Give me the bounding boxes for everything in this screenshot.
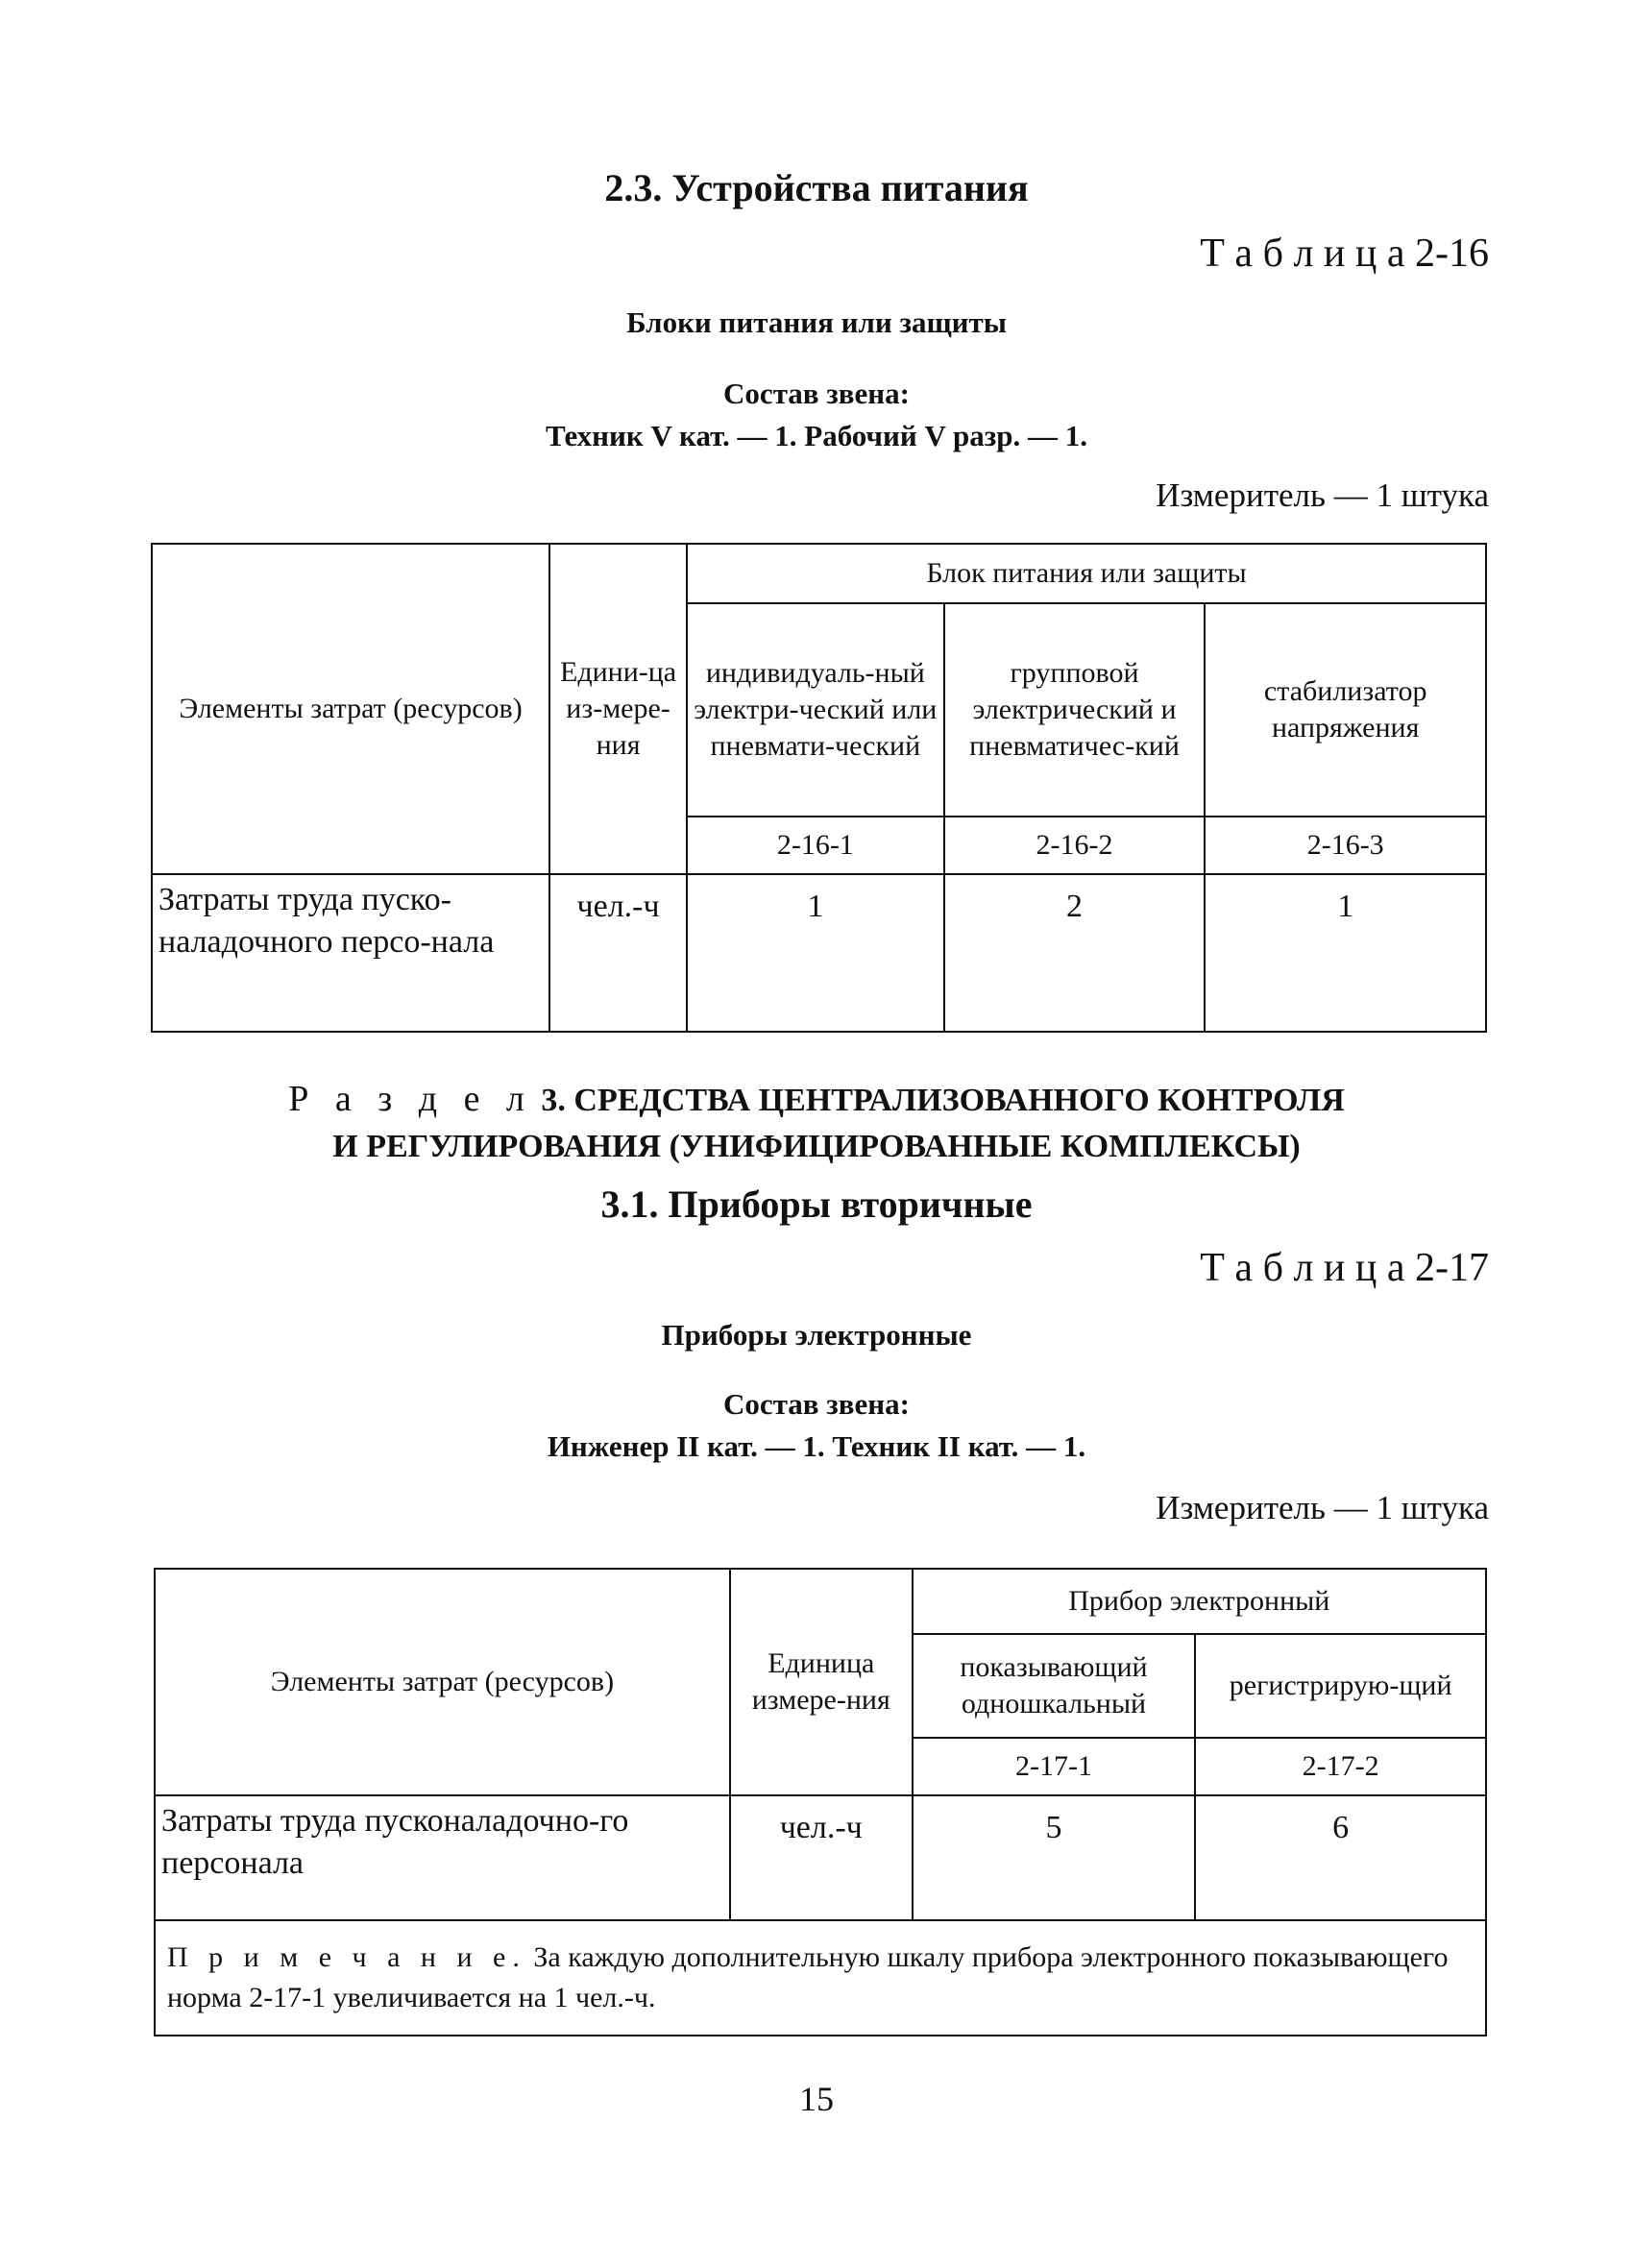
crew-heading: Состав звена: — [723, 1387, 910, 1421]
crew-composition — [0, 1383, 1633, 1468]
row-value: 5 — [913, 1795, 1196, 1920]
column-code: 2-16-3 — [1205, 817, 1486, 874]
column-header: групповой электрический и пневматичес-кий — [944, 603, 1206, 817]
norms-table-2-16 — [151, 543, 1487, 1033]
subsection-title: 3.1. Приборы вторичные — [600, 1183, 1033, 1226]
column-header: показывающий одношкальный — [913, 1634, 1196, 1738]
column-code: 2-16-1 — [687, 817, 944, 874]
section-title-line2: И РЕГУЛИРОВАНИЯ (УНИФИЦИРОВАННЫЕ КОМПЛЕКСЫ) — [332, 1129, 1301, 1164]
column-header: регистрирую-щий — [1195, 1634, 1486, 1738]
group-header: Прибор электронный — [913, 1569, 1486, 1634]
section-3-header — [0, 1076, 1633, 1170]
row-unit: чел.-ч — [549, 874, 687, 1032]
section-title-line1: 3. СРЕДСТВА ЦЕНТРАЛИЗОВАННОГО КОНТРОЛЯ — [541, 1083, 1345, 1118]
meter-unit: Измеритель — 1 штука — [1156, 1489, 1489, 1526]
row-label: Затраты труда пусконаладочно-го персонала — [155, 1795, 730, 1920]
norms-table-2-17 — [154, 1568, 1487, 2036]
page-number: 15 — [799, 2080, 834, 2118]
row-value: 6 — [1195, 1795, 1486, 1920]
meter-unit: Измеритель — 1 штука — [1156, 476, 1489, 514]
crew-members: Инженер II кат. — 1. Техник II кат. — 1. — [547, 1429, 1086, 1463]
row-unit: чел.-ч — [730, 1795, 913, 1920]
column-code: 2-17-2 — [1195, 1738, 1486, 1795]
crew-composition — [0, 373, 1633, 457]
note-text: За каждую дополнительную шкалу прибора электронного показывающего норма 2-17-1 увеличивается на 1 чел.-ч. — [167, 1941, 1449, 2013]
column-header: стабилизатор напряжения — [1205, 603, 1486, 817]
header-elements: Элементы затрат (ресурсов) — [152, 544, 549, 874]
header-unit: Едини-ца из-мере-ния — [549, 544, 687, 874]
header-unit: Единица измере-ния — [730, 1569, 913, 1795]
row-value: 1 — [1205, 874, 1486, 1032]
section-prefix: Р а з д е л — [288, 1079, 533, 1119]
section-title: 2.3. Устройства питания — [604, 166, 1029, 209]
row-value: 1 — [687, 874, 944, 1032]
group-header: Блок питания или защиты — [687, 544, 1486, 603]
crew-members: Техник V кат. — 1. Рабочий V разр. — 1. — [546, 419, 1087, 452]
table-note — [155, 1920, 1486, 2036]
table-label: Т а б л и ц а 2-16 — [1200, 232, 1489, 276]
row-value: 2 — [944, 874, 1206, 1032]
crew-heading: Состав звена: — [723, 377, 910, 410]
column-code: 2-17-1 — [913, 1738, 1196, 1795]
table-subtitle: Блоки питания или защиты — [626, 305, 1007, 339]
header-elements: Элементы затрат (ресурсов) — [155, 1569, 730, 1795]
note-label: П р и м е ч а н и е. — [167, 1941, 526, 1973]
row-label: Затраты труда пуско-наладочного персо-нала — [152, 874, 549, 1032]
column-header: индивидуаль-ный электри-ческий или пневмати-ческий — [687, 603, 944, 817]
column-code: 2-16-2 — [944, 817, 1206, 874]
table-subtitle: Приборы электронные — [661, 1318, 972, 1352]
table-label: Т а б л и ц а 2-17 — [1200, 1246, 1489, 1290]
